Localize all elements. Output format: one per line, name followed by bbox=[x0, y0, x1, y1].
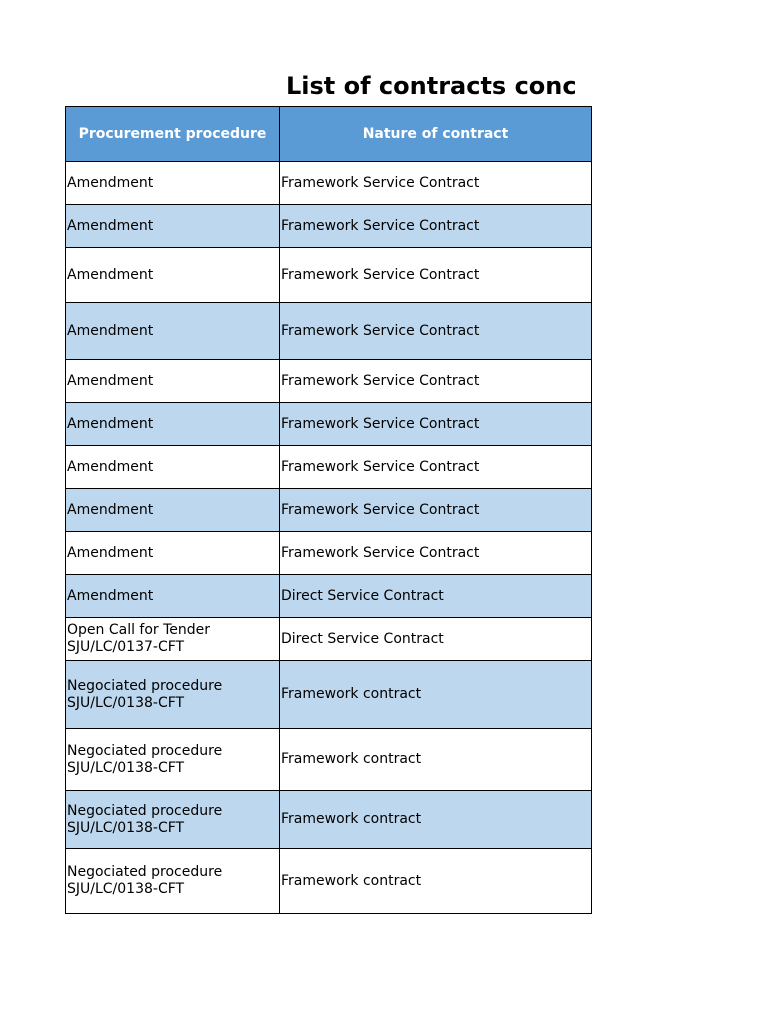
table-row bbox=[66, 162, 592, 205]
cell-procurement-procedure bbox=[66, 205, 280, 248]
procedure-text-line: SJU/LC/0138-CFT bbox=[67, 881, 185, 897]
cell-nature-of-contract: Direct Service Contract bbox=[280, 618, 592, 661]
cell-procurement-procedure bbox=[66, 729, 280, 791]
cell-procurement-procedure bbox=[66, 248, 280, 303]
procedure-text-line: SJU/LC/0138-CFT bbox=[67, 819, 185, 836]
procedure-text-line: SJU/LC/0138-CFT bbox=[67, 759, 185, 776]
table-row bbox=[66, 360, 592, 403]
procedure-text-line: Amendment bbox=[67, 174, 154, 191]
cell-nature-of-contract: Framework contract bbox=[280, 849, 592, 914]
cell-procurement-procedure bbox=[66, 575, 280, 618]
table-row bbox=[66, 205, 592, 248]
procedure-text-line: Amendment bbox=[67, 587, 154, 604]
table-header-row bbox=[66, 107, 592, 162]
cell-nature-of-contract: Framework Service Contract bbox=[280, 403, 592, 446]
cell-procurement-procedure bbox=[66, 162, 280, 205]
cell-nature-of-contract: Framework Service Contract bbox=[280, 446, 592, 489]
cell-nature-of-contract: Framework Service Contract bbox=[280, 303, 592, 360]
cell-procurement-procedure bbox=[66, 489, 280, 532]
cell-procurement-procedure bbox=[66, 360, 280, 403]
cell-procurement-procedure bbox=[66, 791, 280, 849]
contracts-table bbox=[65, 106, 592, 914]
table-row bbox=[66, 849, 592, 914]
cell-nature-of-contract: Framework Service Contract bbox=[280, 248, 592, 303]
column-header-nature-of-contract: Nature of contract bbox=[280, 107, 592, 162]
procedure-text-line: Amendment bbox=[67, 501, 154, 518]
cell-nature-of-contract: Framework Service Contract bbox=[280, 205, 592, 248]
procedure-text-line: Negociated procedure bbox=[67, 677, 223, 694]
table-row bbox=[66, 791, 592, 849]
table-row bbox=[66, 661, 592, 729]
procedure-text-line: SJU/LC/0137-CFT bbox=[67, 639, 185, 655]
cell-nature-of-contract: Direct Service Contract bbox=[280, 575, 592, 618]
table-row bbox=[66, 618, 592, 661]
procedure-text-line: Amendment bbox=[67, 217, 154, 234]
procedure-text-line: Amendment bbox=[67, 266, 154, 283]
procedure-text-line: Amendment bbox=[67, 372, 154, 389]
procedure-text-line: Negociated procedure bbox=[67, 864, 223, 880]
cell-nature-of-contract: Framework Service Contract bbox=[280, 489, 592, 532]
table-row bbox=[66, 489, 592, 532]
table-row bbox=[66, 729, 592, 791]
procedure-text-line: Amendment bbox=[67, 322, 154, 339]
procedure-text-line: Negociated procedure bbox=[67, 802, 223, 819]
page-title: List of contracts conc bbox=[286, 72, 577, 100]
cell-nature-of-contract: Framework Service Contract bbox=[280, 162, 592, 205]
column-header-procurement-procedure: Procurement procedure bbox=[66, 107, 280, 162]
procedure-text-line: Open Call for Tender bbox=[67, 622, 211, 638]
cell-nature-of-contract: Framework Service Contract bbox=[280, 532, 592, 575]
procedure-text-line: Negociated procedure bbox=[67, 742, 223, 759]
cell-procurement-procedure bbox=[66, 403, 280, 446]
procedure-text-line: Amendment bbox=[67, 544, 154, 561]
cell-procurement-procedure bbox=[66, 661, 280, 729]
cell-nature-of-contract: Framework Service Contract bbox=[280, 360, 592, 403]
procedure-text-line: Amendment bbox=[67, 415, 154, 432]
procedure-text-line: Amendment bbox=[67, 458, 154, 475]
table-row bbox=[66, 575, 592, 618]
table-row bbox=[66, 532, 592, 575]
cell-procurement-procedure bbox=[66, 849, 280, 914]
cell-procurement-procedure bbox=[66, 532, 280, 575]
title-area bbox=[65, 66, 591, 106]
table-row bbox=[66, 303, 592, 360]
cell-procurement-procedure bbox=[66, 303, 280, 360]
cell-nature-of-contract: Framework contract bbox=[280, 661, 592, 729]
cell-nature-of-contract: Framework contract bbox=[280, 791, 592, 849]
cell-procurement-procedure bbox=[66, 618, 280, 661]
table-row bbox=[66, 446, 592, 489]
procedure-text-line: SJU/LC/0138-CFT bbox=[67, 694, 185, 711]
table-body bbox=[66, 162, 592, 914]
table-row bbox=[66, 248, 592, 303]
cell-nature-of-contract: Framework contract bbox=[280, 729, 592, 791]
table-row bbox=[66, 403, 592, 446]
cell-procurement-procedure bbox=[66, 446, 280, 489]
